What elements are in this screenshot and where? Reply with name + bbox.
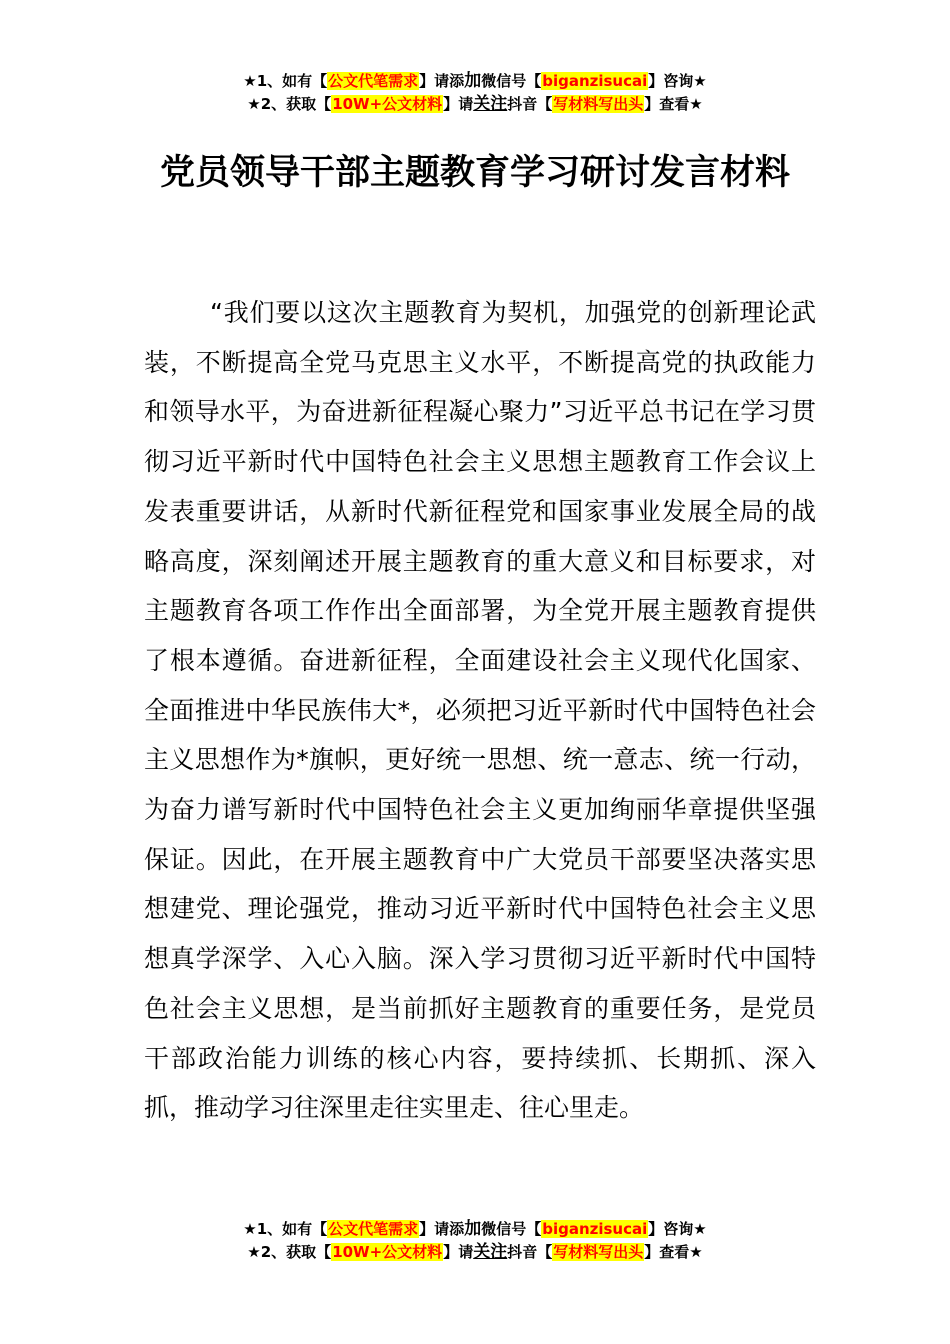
banner-line-2 <box>0 93 950 116</box>
banner-text: 2、获取【 <box>260 1243 332 1261</box>
banner-line-1 <box>0 70 950 93</box>
star-icon: ★ <box>689 1243 703 1261</box>
banner-text: 】请添 <box>419 72 465 90</box>
banner-text: 】咨询 <box>648 72 694 90</box>
banner-text: 】请 <box>443 95 474 113</box>
highlight-douyin: 写材料写出头 <box>553 95 644 113</box>
banner-text: 】请 <box>443 1243 474 1261</box>
body-paragraph: “我们要以这次主题教育为契机，加强党的创新理论武装，不断提高全党马克思主义水平，不断提高党的执政能力和领导水平，为奋进新征程凝心聚力”习近平总书记在学习贯彻习近平新时代中国特色社会主义思想主题教育工作会议上发表重要讲话，从新时代新征程党和国家事业发展全局的战略高度，深刻阐述开展主题教育的重大意义和目标要求，对主题教育各项工作作出全面部署，为全党开展主题教育提供了根本遵循。奋进新征程，全面建设社会主义现代化国家、全面推进中华民族伟大*，必须把习近平新时代中国特色社会主义思想作为*旗帜，更好统一思想、统一意志、统一行动，为奋力谱写新时代中国特色社会主义更加绚丽华章提供坚强保证。因此，在开展主题教育中广大党员干部要坚决落实思想建党、理论强党，推动习近平新时代中国特色社会主义思想真学深学、入心入脑。深入学习贯彻习近平新时代中国特色社会主义思想，是当前抓好主题教育的重要任务，是党员干部政治能力训练的核心内容，要持续抓、长期抓、深入抓，推动学习往深里走往实里走、往心里走。 <box>144 298 816 1123</box>
banner-line-1 <box>0 1218 950 1241</box>
footer-banner <box>0 1218 950 1264</box>
highlight-wechat-id: biganzisucai <box>542 72 648 90</box>
banner-text: 微信号【 <box>481 72 542 90</box>
banner-emphasis: 关注 <box>473 94 508 114</box>
star-icon: ★ <box>247 1243 261 1261</box>
highlight-materials: 10W+公文材料 <box>332 95 443 113</box>
star-icon: ★ <box>693 1220 707 1238</box>
banner-text: 1、如有【 <box>256 72 328 90</box>
banner-text: 抖音【 <box>507 1243 553 1261</box>
star-icon: ★ <box>689 95 703 113</box>
star-icon: ★ <box>243 72 257 90</box>
highlight-wechat-id: biganzisucai <box>542 1220 648 1238</box>
banner-text: 】查看 <box>644 1243 690 1261</box>
highlight-service: 公文代笔需求 <box>328 1220 419 1238</box>
banner-line-2 <box>0 1241 950 1264</box>
star-icon: ★ <box>247 95 261 113</box>
highlight-service: 公文代笔需求 <box>328 72 419 90</box>
banner-emphasis: 加 <box>464 71 482 91</box>
header-banner <box>0 70 950 116</box>
banner-text: 】咨询 <box>648 1220 694 1238</box>
highlight-materials: 10W+公文材料 <box>332 1243 443 1261</box>
banner-text: 抖音【 <box>507 95 553 113</box>
banner-text: 1、如有【 <box>256 1220 328 1238</box>
banner-emphasis: 关注 <box>473 1242 508 1262</box>
banner-text: 微信号【 <box>481 1220 542 1238</box>
banner-text: 】请添 <box>419 1220 465 1238</box>
banner-text: 】查看 <box>644 95 690 113</box>
banner-text: 2、获取【 <box>260 95 332 113</box>
star-icon: ★ <box>243 1220 257 1238</box>
star-icon: ★ <box>693 72 707 90</box>
banner-emphasis: 加 <box>464 1219 482 1239</box>
highlight-douyin: 写材料写出头 <box>553 1243 644 1261</box>
document-title: 党员领导干部主题教育学习研讨发言材料 <box>159 153 790 193</box>
